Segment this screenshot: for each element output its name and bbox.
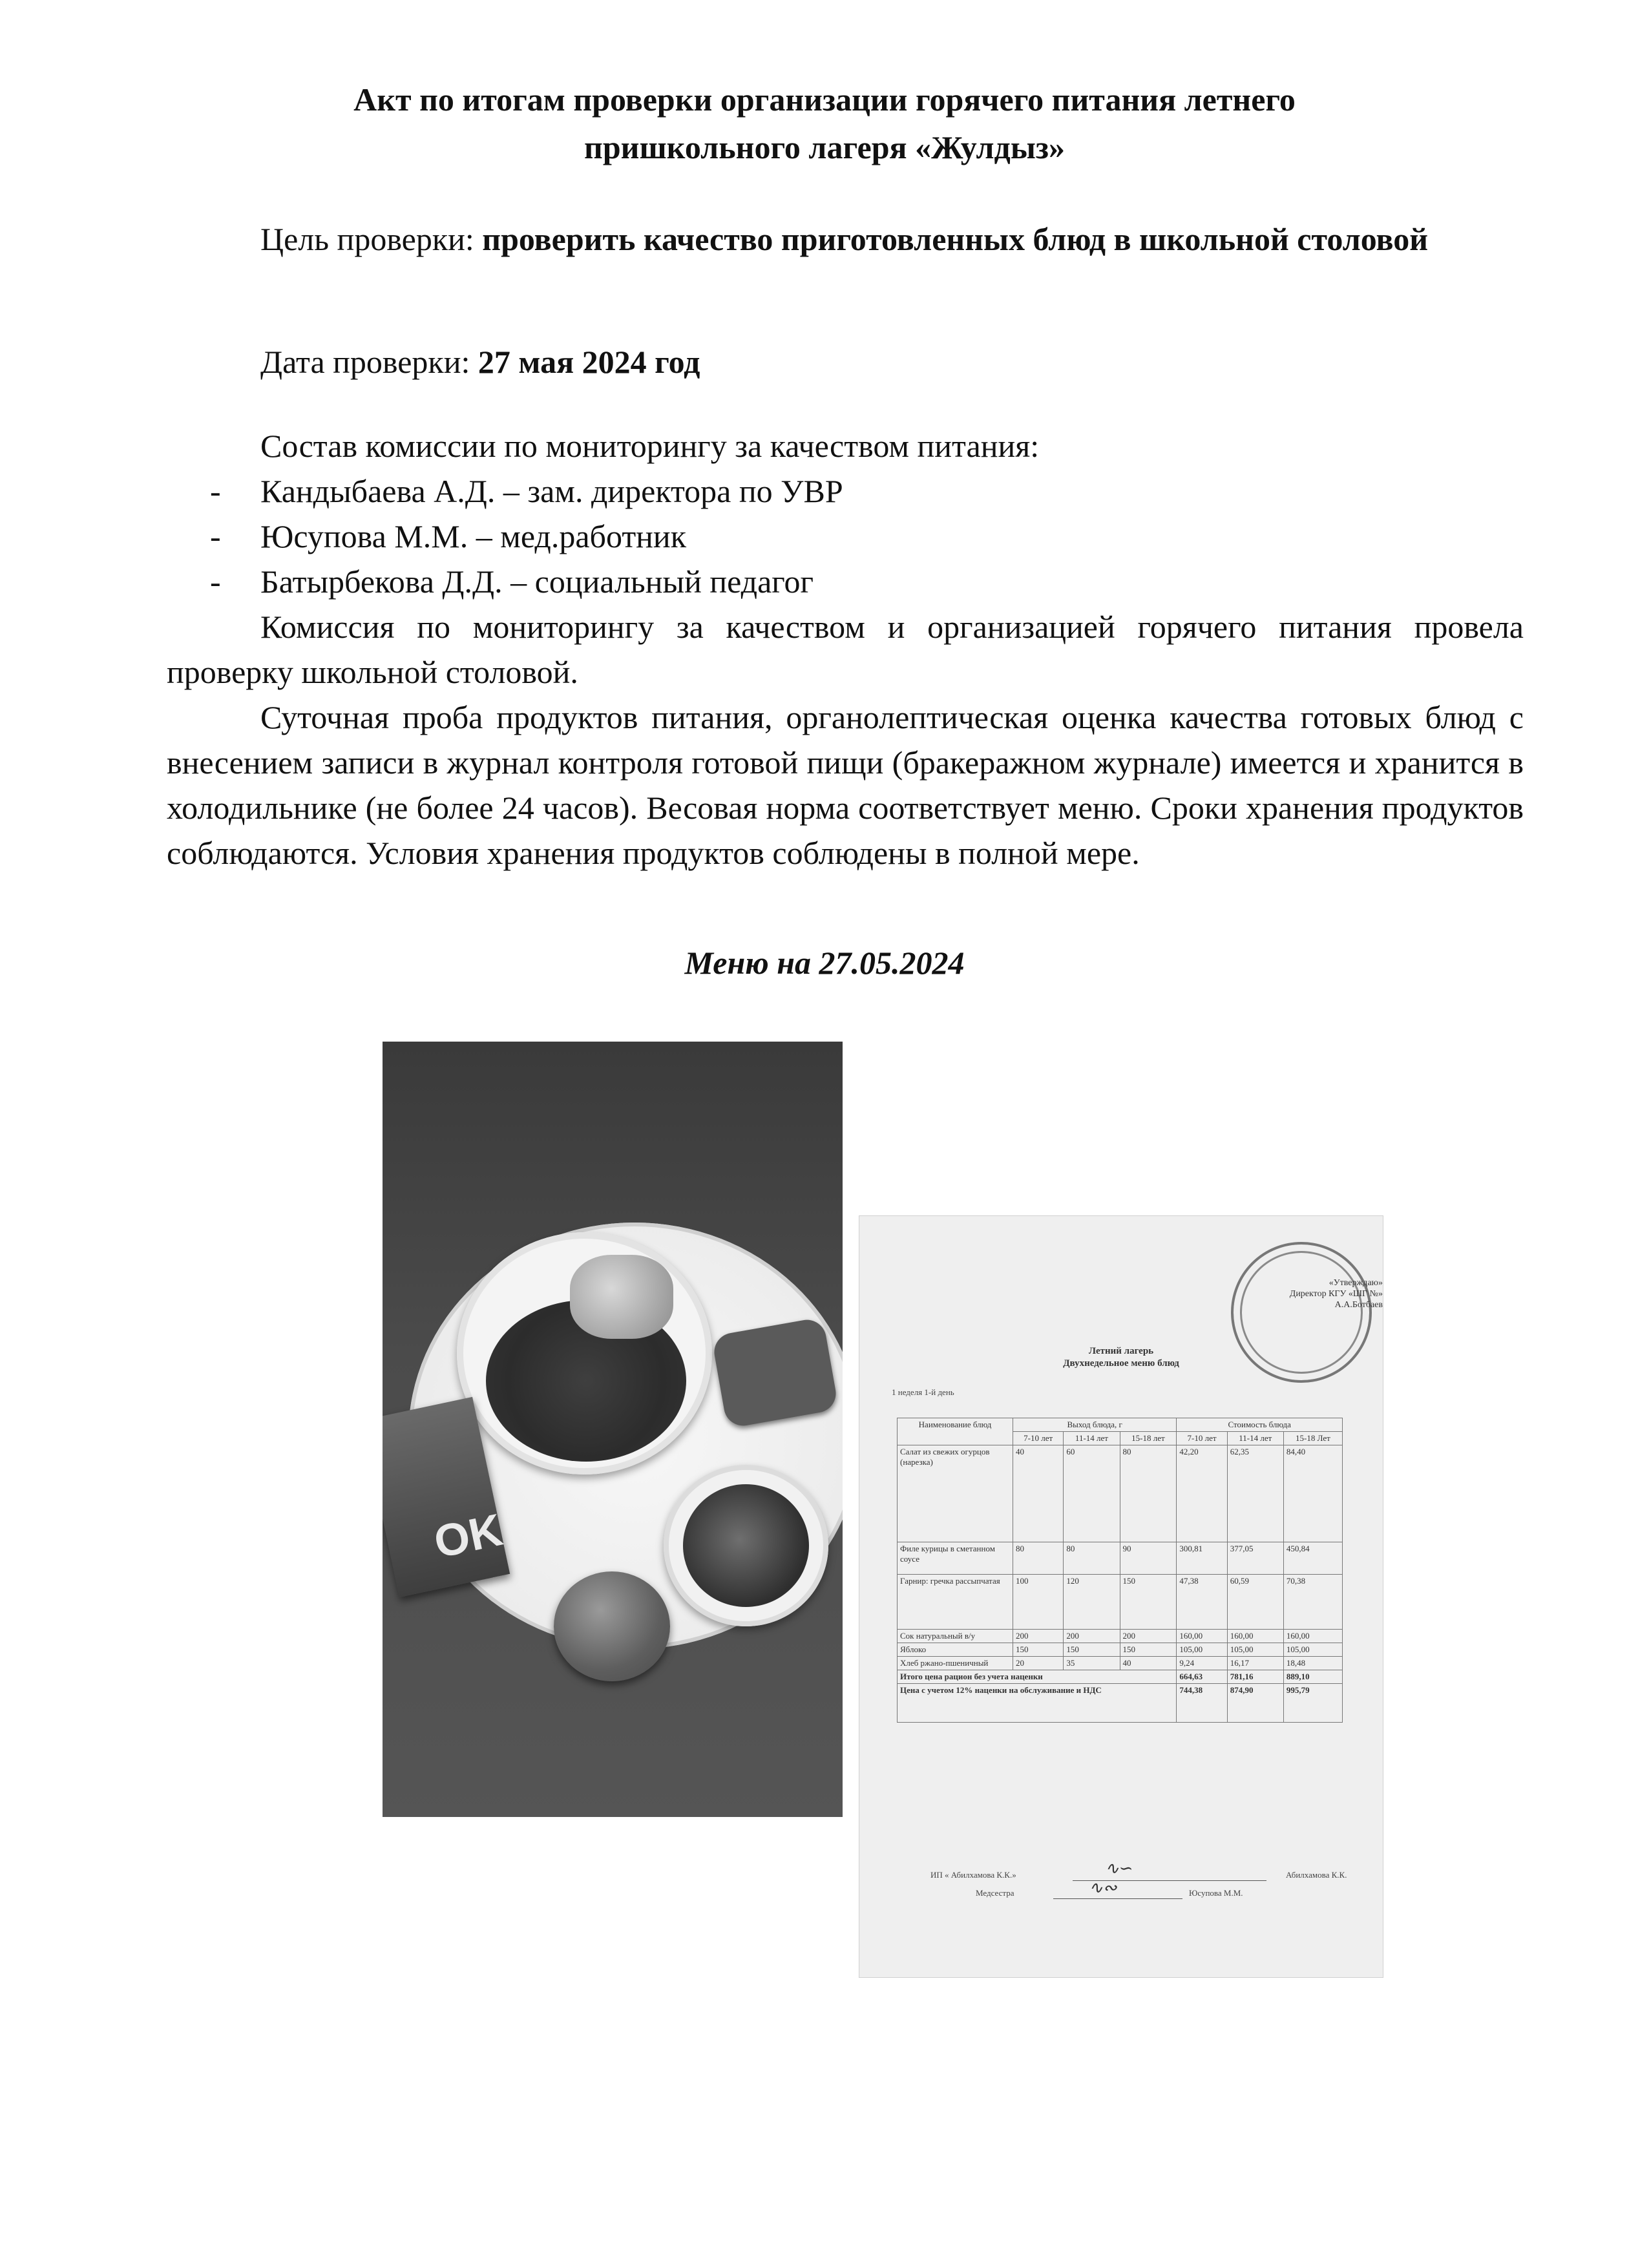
menu-table [897, 1418, 1343, 1723]
signature-entrepreneur-label: ИП « Абилхамова К.К.» [930, 1870, 1016, 1880]
date-value: 27 мая 2024 год [478, 344, 700, 380]
commission-paragraph: Комиссия по мониторингу за качеством и организацией горячего питания провела проверку школьной столовой. [167, 609, 1524, 690]
col-header-name: Наименование блюд [898, 1418, 1013, 1445]
handwritten-signature: ∿∾ [1089, 1878, 1117, 1898]
signature-entrepreneur-name: Абилхамова К.К. [1286, 1870, 1347, 1880]
table-row: Салат из свежих огурцов (нарезка) 40 60 80 42,20 62,35 84,40 [898, 1445, 1343, 1542]
signature-nurse-name: Юсупова М.М. [1189, 1888, 1243, 1898]
menu-sheet-scan [859, 1216, 1383, 1977]
probe-paragraph: Суточная проба продуктов питания, органолептическая оценка качества готовых блюд с внесением записи в журнал контроля готовой пищи (бракеражном журнале) имеется и хранится в холодильнике (не более 24 часов). Весовая норма соответствует меню. Сроки хранения продуктов соблюдаются. Условия хранения продуктов соблюдены в полной мере. [167, 699, 1524, 871]
chicken-shape [570, 1255, 673, 1339]
document-title-line-1: Акт по итогам проверки организации горячего питания летнего [353, 81, 1296, 118]
vat-row: Цена с учетом 12% наценки на обслуживание и НДС 744,38 874,90 995,79 [898, 1684, 1343, 1723]
week-day-label: 1 неделя 1-й день [892, 1387, 954, 1397]
col-header-age: 7-10 лет [1013, 1432, 1064, 1445]
total-row: Итого цена рацион без учета наценки 664,63 781,16 889,10 [898, 1670, 1343, 1684]
apple-shape [554, 1571, 670, 1681]
goal-value: проверить качество приготовленных блюд в школьной столовой [482, 221, 1429, 257]
goal-label: Цель проверки: [260, 221, 483, 257]
table-row: Филе курицы в сметанном соусе 80 80 90 300,81 377,05 450,84 [898, 1542, 1343, 1575]
signature-nurse-label: Медсестра [976, 1888, 1014, 1898]
col-header-cost: Стоимость блюда [1177, 1418, 1343, 1432]
commission-heading: Состав комиссии по мониторингу за качеством питания: [260, 428, 1040, 464]
sheet-title: Летний лагерь [1088, 1346, 1154, 1356]
col-header-age: 7-10 лет [1177, 1432, 1227, 1445]
signature-line [1053, 1898, 1182, 1899]
commission-member: - Юсупова М.М. – мед.работник [210, 518, 686, 554]
col-header-age: 11-14 лет [1064, 1432, 1120, 1445]
plums-shape [683, 1484, 809, 1607]
document-title-line-2: пришкольного лагеря «Жулдыз» [584, 129, 1065, 165]
meal-photo [383, 1042, 843, 1817]
col-header-age: 11-14 лет [1227, 1432, 1283, 1445]
commission-members-list [167, 468, 1524, 604]
commission-member: - Батырбекова Д.Д. – социальный педагог [210, 563, 814, 600]
inspection-date [260, 339, 1520, 384]
table-row: Гарнир: гречка рассыпчатая 100 120 150 47,38 60,59 70,38 [898, 1575, 1343, 1630]
inspection-goal [167, 216, 1524, 262]
commission-member: - Кандыбаева А.Д. – зам. директора по УВР [210, 473, 843, 509]
approval-stamp-text: «Утверждаю» Директор КГУ «ШГ №» А.А.Ботбаев [1289, 1278, 1383, 1310]
col-header-age: 15-18 Лет [1283, 1432, 1342, 1445]
col-header-age: 15-18 лет [1120, 1432, 1177, 1445]
date-label: Дата проверки: [260, 344, 478, 380]
sheet-subtitle: Двухнедельное меню блюд [1063, 1358, 1179, 1369]
handwritten-signature: ∿∽ [1105, 1859, 1133, 1878]
table-row: Яблоко 150 150 150 105,00 105,00 105,00 [898, 1643, 1343, 1657]
col-header-output: Выход блюда, г [1013, 1418, 1177, 1432]
table-row: Сок натуральный в/у 200 200 200 160,00 160,00 160,00 [898, 1630, 1343, 1643]
juice-label: OK [430, 1504, 507, 1568]
bread-shape [711, 1317, 839, 1429]
menu-heading: Меню на 27.05.2024 [684, 945, 965, 981]
table-row: Хлеб ржано-пшеничный 20 35 40 9,24 16,17 18,48 [898, 1657, 1343, 1670]
